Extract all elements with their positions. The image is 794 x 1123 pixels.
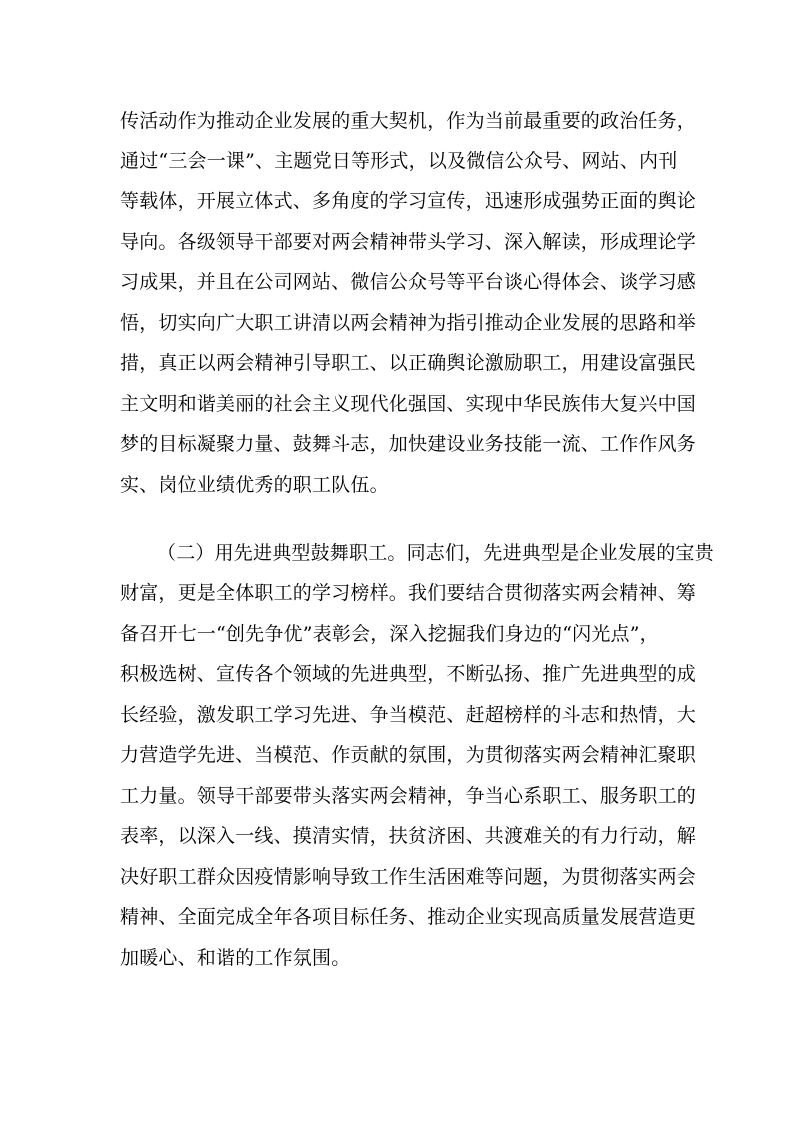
paragraph1-line: 导向。各级领导干部要对两会精神带头学习、深入解读，形成理论学: [120, 231, 697, 253]
paragraph1-line: 主文明和谐美丽的社会主义现代化强国、实现中华民族伟大复兴中国: [120, 393, 697, 415]
paragraph2-line: 精神、全面完成全年各项目标任务、推动企业实现高质量发展营造更: [120, 906, 697, 928]
paragraph1-line: 悟，切实向广大职工讲清以两会精神为指引推动企业发展的思路和举: [120, 312, 697, 334]
paragraph2-line: 加暖心、和谐的工作氛围。: [120, 947, 351, 969]
paragraph1-line: 习成果，并且在公司网站、微信公众号等平台谈心得体会、谈学习感: [120, 271, 697, 293]
paragraph1-line: 传活动作为推动企业发展的重大契机，作为当前最重要的政治任务，: [120, 110, 697, 132]
paragraph1-line: 等载体，开展立体式、多角度的学习宣传，迅速形成强势正面的舆论: [120, 190, 697, 212]
paragraph1-line: 实、岗位业绩优秀的职工队伍。: [120, 474, 389, 496]
paragraph2-line: 表率，以深入一线、摸清实情，扶贫济困、共渡难关的有力行动，解: [120, 825, 697, 847]
paragraph2-line: 决好职工群众因疫情影响导致工作生活困难等问题，为贯彻落实两会: [120, 866, 697, 888]
paragraph1-line: 措，真正以两会精神引导职工、以正确舆论激励职工，用建设富强民: [120, 352, 697, 374]
paragraph2-line: 长经验，激发职工学习先进、争当模范、赶超榜样的斗志和热情，大: [120, 704, 697, 726]
paragraph2-line: 工力量。领导干部要带头落实两会精神，争当心系职工、服务职工的: [120, 785, 697, 807]
paragraph2-line: 力营造学先进、当模范、作贡献的氛围，为贯彻落实两会精神汇聚职: [120, 744, 697, 766]
paragraph2-line: 财富，更是全体职工的学习榜样。我们要结合贯彻落实两会精神、筹: [120, 582, 697, 604]
paragraph2-line: 积极选树、宣传各个领域的先进典型，不断弘扬、推广先进典型的成: [120, 663, 697, 685]
paragraph1-line: 梦的目标凝聚力量、鼓舞斗志，加快建设业务技能一流、工作作风务: [120, 433, 697, 455]
paragraph1-line: 通过“三会一课”、主题党日等形式，以及微信公众号、网站、内刊: [120, 150, 678, 172]
paragraph2-first-line: （二）用先进典型鼓舞职工。同志们，先进典型是企业发展的宝贵: [157, 542, 714, 564]
paragraph2-line: 备召开七一“创先争优”表彰会，深入挖掘我们身边的“闪光点”，: [120, 623, 659, 645]
